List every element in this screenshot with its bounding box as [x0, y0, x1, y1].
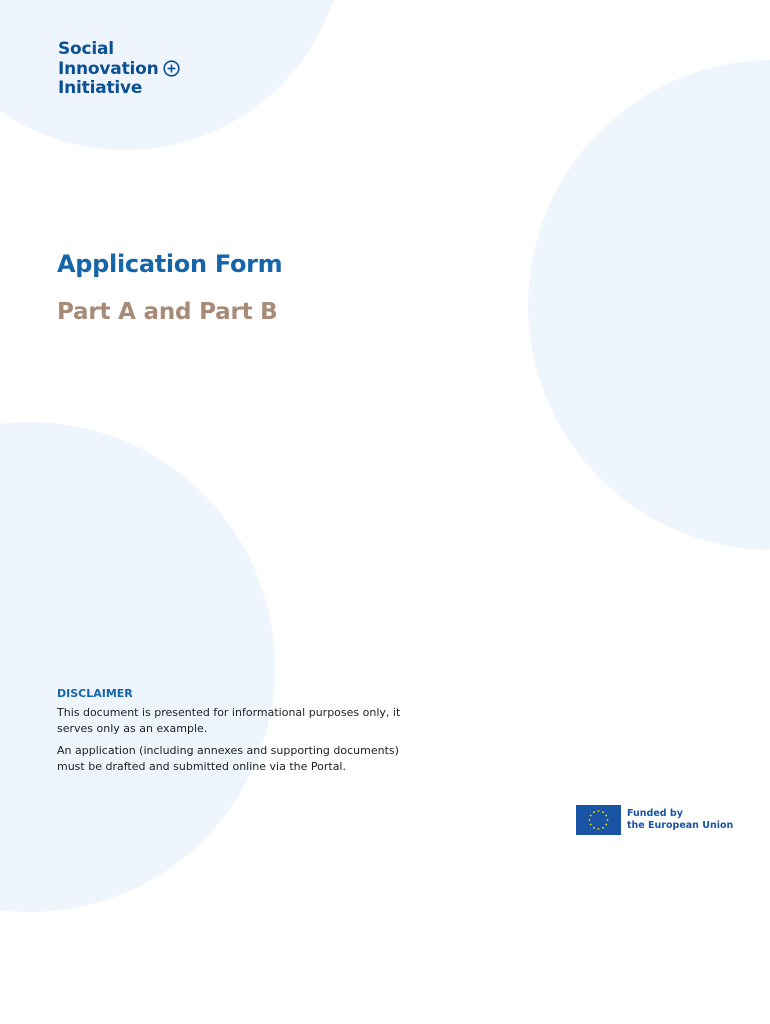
eu-star [605, 824, 607, 826]
eu-star [602, 811, 604, 813]
eu-star [589, 819, 591, 821]
logo-line-1: Social [58, 39, 114, 59]
eu-star [598, 810, 600, 812]
eu-funding-line-2: the European Union [627, 820, 734, 831]
disclaimer-section [57, 686, 407, 781]
decorative-circle-bottom-left [0, 422, 275, 912]
logo-line-3: Initiative [58, 78, 143, 98]
page-subtitle: Part A and Part B [57, 299, 278, 325]
eu-star [593, 811, 595, 813]
eu-star [590, 815, 592, 817]
eu-star [598, 828, 600, 830]
logo-line-2 [58, 60, 180, 80]
eu-star [590, 824, 592, 826]
social-innovation-logo [58, 40, 180, 99]
eu-star [593, 827, 595, 829]
eu-star [602, 827, 604, 829]
decorative-circle-right [528, 60, 770, 550]
page-title: Application Form [57, 250, 283, 278]
eu-funding-text [627, 808, 733, 832]
disclaimer-paragraph-2: An application (including annexes and supporting documents) must be drafted and submitted online via the Portal. [57, 744, 399, 773]
logo-line-2-text: Innovation [58, 58, 159, 79]
plus-circle-icon [163, 60, 180, 77]
eu-star [607, 819, 609, 821]
disclaimer-paragraph-1: This document is presented for informational purposes only, it serves only as an example. [57, 706, 401, 735]
eu-flag-icon [576, 805, 621, 835]
eu-star [605, 815, 607, 817]
disclaimer-heading: DISCLAIMER [57, 687, 133, 700]
eu-funding-badge [576, 805, 733, 835]
eu-funding-line-1: Funded by [627, 808, 683, 819]
